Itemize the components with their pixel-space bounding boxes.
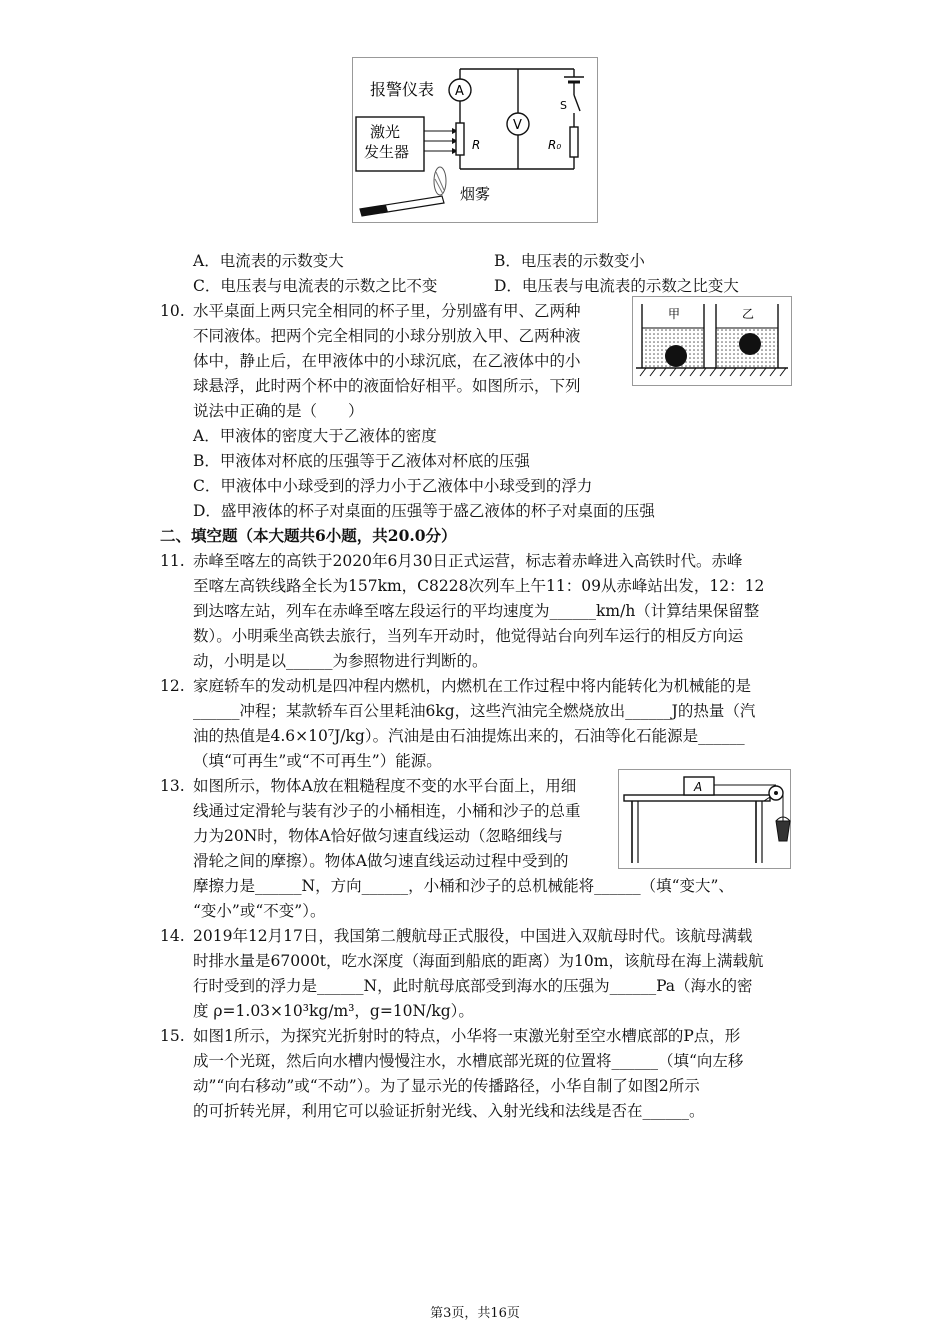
q9-option-a: A．电流表的示数变大	[193, 252, 344, 270]
q14-line: 2019年12月17日，我国第二艘航母正式服役，中国进入双航母时代。该航母满载	[193, 927, 753, 945]
pulley-diagram	[618, 769, 791, 869]
circuit-figure	[352, 57, 598, 223]
q13-line: “变小”或“不变”）。	[193, 902, 326, 920]
q14-line: 时排水量是67000t，吃水深度（海面到船底的距离）为10m，该航母在海上满载航	[193, 952, 764, 970]
q11-number: 11.	[160, 552, 185, 570]
q13-line: 如图所示，物体A放在粗糙程度不变的水平台面上，用细	[193, 777, 577, 795]
q12-line: （填“可再生”或“不可再生”）能源。	[193, 752, 442, 770]
cup-jia-label: 甲	[668, 307, 681, 321]
q14-number: 14.	[160, 927, 185, 945]
q12-line: 家庭轿车的发动机是四冲程内燃机，内燃机在工作过程中将内能转化为机械能的是	[193, 677, 752, 695]
switch-label: S	[560, 99, 567, 112]
cups-diagram	[632, 296, 792, 386]
q10-line: 体中，静止后，在甲液体中的小球沉底，在乙液体中的小	[193, 352, 581, 370]
q13-number: 13.	[160, 777, 185, 795]
ammeter-symbol: A	[455, 84, 464, 99]
q15-line: 的可折转光屏，利用它可以验证折射光线、入射光线和法线是否在______。	[193, 1102, 705, 1120]
q10-number: 10.	[160, 302, 185, 320]
q10-option-d: D．盛甲液体的杯子对桌面的压强等于盛乙液体的杯子对桌面的压强	[193, 502, 655, 520]
q10-option-a: A．甲液体的密度大于乙液体的密度	[193, 427, 437, 445]
cup-yi-label: 乙	[742, 307, 755, 321]
smoke-label: 烟雾	[460, 185, 491, 203]
section-heading: 二、填空题（本大题共6小题，共20.0分）	[160, 526, 457, 545]
voltmeter-symbol: V	[513, 118, 522, 133]
r0-label: R₀	[548, 138, 562, 152]
q15-line: 成一个光斑，然后向水槽内慢慢注水，水槽底部光斑的位置将______（填“向左移	[193, 1052, 744, 1070]
q15-number: 15.	[160, 1027, 185, 1045]
q11-line: 到达喀左站，列车在赤峰至喀左段运行的平均速度为______km/h（计算结果保留整	[193, 602, 760, 620]
block-a-label: A	[694, 780, 703, 794]
q9-option-d: D．电压表与电流表的示数之比变大	[494, 277, 739, 295]
laser-label-1: 激光	[370, 123, 401, 141]
q10-line: 水平桌面上两只完全相同的杯子里，分别盛有甲、乙两种	[193, 302, 581, 320]
q13-line: 滑轮之间的摩擦）。物体A做匀速直线运动过程中受到的	[193, 852, 569, 870]
q12-number: 12.	[160, 677, 185, 695]
q10-line: 球悬浮，此时两个杯中的液面恰好相平。如图所示，下列	[193, 377, 581, 395]
q11-line: 动，小明是以______为参照物进行判断的。	[193, 652, 488, 670]
page-footer: 第3页，共16页	[430, 1306, 520, 1321]
q13-line: 摩擦力是______N，方向______，小桶和沙子的总机械能将______（填“变大”、	[193, 877, 734, 895]
q11-line: 数）。小明乘坐高铁去旅行，当列车开动时，他觉得站台向列车运行的相反方向运	[193, 627, 744, 645]
q10-line: 说法中正确的是（ ）	[193, 402, 364, 420]
q10-option-c: C．甲液体中小球受到的浮力小于乙液体中小球受到的浮力	[193, 477, 593, 495]
cups-figure	[632, 296, 792, 386]
laser-label-2: 发生器	[364, 143, 410, 161]
q12-line: ______冲程；某款轿车百公里耗油6kg，这些汽油完全燃烧放出______J的热量（汽	[193, 702, 756, 720]
pulley-figure	[618, 769, 791, 869]
alarm-label: 报警仪表	[370, 80, 435, 99]
q14-line: 度 ρ=1.03×10³kg/m³，g=10N/kg）。	[193, 1002, 474, 1020]
q13-line: 力为20N时，物体A恰好做匀速直线运动（忽略细线与	[193, 827, 563, 845]
circuit-diagram	[352, 57, 598, 223]
q10-line: 不同液体。把两个完全相同的小球分别放入甲、乙两种液	[193, 327, 581, 345]
r-label: R	[472, 138, 481, 152]
q15-line: 如图1所示，为探究光折射时的特点，小华将一束激光射至空水槽底部的P点，形	[193, 1027, 741, 1045]
q13-line: 线通过定滑轮与装有沙子的小桶相连，小桶和沙子的总重	[193, 802, 581, 820]
q11-line: 至喀左高铁线路全长为157km，C8228次列车上午11：09从赤峰站出发，12：12	[193, 577, 765, 595]
q15-line: 动”“向右移动”或“不动”）。为了显示光的传播路径，小华自制了如图2所示	[193, 1077, 700, 1095]
q12-line: 油的热值是4.6×10⁷J/kg）。汽油是由石油提炼出来的，石油等化石能源是______	[193, 727, 745, 745]
q11-line: 赤峰至喀左的高铁于2020年6月30日正式运营，标志着赤峰进入高铁时代。赤峰	[193, 552, 743, 570]
q9-option-c: C．电压表与电流表的示数之比不变	[193, 277, 438, 295]
q10-option-b: B．甲液体对杯底的压强等于乙液体对杯底的压强	[193, 452, 530, 470]
q14-line: 行时受到的浮力是______N，此时航母底部受到海水的压强为______Pa（海水的密	[193, 977, 753, 995]
q9-option-b: B．电压表的示数变小	[494, 252, 645, 270]
